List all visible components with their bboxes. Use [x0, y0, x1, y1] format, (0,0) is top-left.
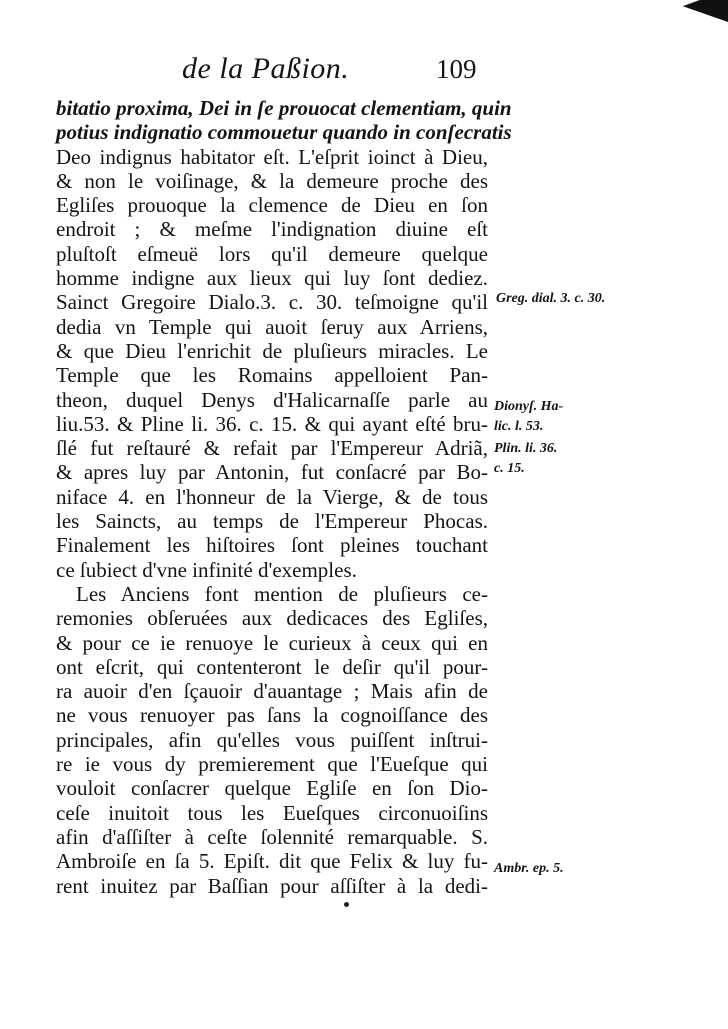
margin-note-dionysius: Dionyſ. Ha- — [494, 399, 564, 414]
text-line: Finalement les hiſtoires ſont pleines touchant — [56, 533, 488, 558]
text-line: remonies obſeruées aux dedicaces des Egliſes, — [56, 606, 488, 631]
text-line: les Saincts, au temps de l'Empereur Phocas. — [56, 509, 488, 534]
text-line: vouloit conſacrer quelque Egliſe en ſon Dio- — [56, 776, 488, 801]
text-line: ont eſcrit, qui contenteront le deſir qu'il pour- — [56, 654, 488, 679]
text-line: bitatio proxima, Dei in ſe prouocat clementiam, quin — [56, 96, 512, 120]
page-header — [0, 52, 728, 92]
text-line: dedia vn Temple qui auoit ſeruy aux Arriens, — [56, 314, 488, 339]
margin-note-pliny-ref: c. 15. — [494, 461, 525, 476]
text-line: principales, afin qu'elles vous puiſſent inſtrui- — [56, 727, 488, 752]
text-line: ne vous renuoyer pas ſans la cognoiſſance des — [56, 703, 488, 728]
text-line: ceſe inuitoit tous les Eueſques circonuoiſins — [56, 800, 488, 825]
running-title: de la Paßion. — [182, 52, 350, 85]
text-line: potius indignatio commouetur quando in conſecratis — [56, 120, 512, 145]
text-line: Les Anciens font mention de pluſieurs ce- — [76, 581, 488, 606]
text-line: ra auoir d'en ſçauoir d'auantage ; Mais afin de — [56, 679, 488, 704]
margin-note-gregory: Greg. dial. 3. c. 30. — [496, 291, 606, 306]
margin-note-ambrose: Ambr. ep. 5. — [494, 861, 564, 876]
text-line: Sainct Gregoire Dialo.3. c. 30. teſmoigne qu'il — [56, 290, 488, 315]
text-line: & apres luy par Antonin, fut conſacré par Bo- — [56, 460, 488, 485]
text-line: niface 4. en l'honneur de la Vierge, & de tous — [56, 484, 488, 509]
text-line: Deo indignus habitator eſt. L'eſprit ioinct à Dieu, — [56, 144, 488, 169]
text-line: & non le voiſinage, & la demeure proche des — [56, 168, 488, 193]
text-line: & pour ce ie renuoye le curieux à ceux qui en — [56, 630, 488, 655]
text-line: endroit ; & meſme l'indignation diuine eſt — [56, 217, 488, 242]
text-line: Ambroiſe en ſa 5. Epiſt. dit que Felix & luy fu- — [56, 849, 488, 874]
text-line: re ie vous dy premierement que l'Eueſque qui — [56, 752, 488, 777]
text-line: ſlé fut reſtauré & refait par l'Empereur Adriã, — [56, 436, 488, 461]
page-number: 109 — [436, 54, 477, 84]
text-line: theon, duquel Denys d'Halicarnaſſe parle au — [56, 387, 488, 412]
text-line: pluſtoſt eſmeuë lors qu'il demeure quelque — [56, 241, 488, 266]
text-line: rent inuitez par Baſſian pour aſſiſter à la dedi- — [56, 873, 488, 898]
ink-dot — [344, 902, 349, 907]
body-text — [56, 96, 512, 898]
text-line: & que Dieu l'enrichit de pluſieurs miracles. Le — [56, 338, 488, 363]
text-line: ce ſubiect d'vne infinité d'exemples. — [56, 557, 357, 582]
text-line: Temple que les Romains appelloient Pan- — [56, 363, 488, 388]
margin-note-dionysius-ref: lic. l. 53. — [494, 419, 544, 434]
text-line: liu.53. & Pline li. 36. c. 15. & qui ayant eſté bru- — [56, 411, 488, 436]
page-corner-shadow — [638, 0, 728, 22]
text-line: homme indigne aux lieux qui luy ſont dediez. — [56, 266, 488, 291]
margin-note-pliny: Plin. li. 36. — [494, 441, 558, 456]
text-line: Egliſes prouoque la clemence de Dieu en ſon — [56, 193, 488, 218]
text-line: afin d'aſſiſter à ceſte ſolennité remarquable. S. — [56, 824, 488, 849]
